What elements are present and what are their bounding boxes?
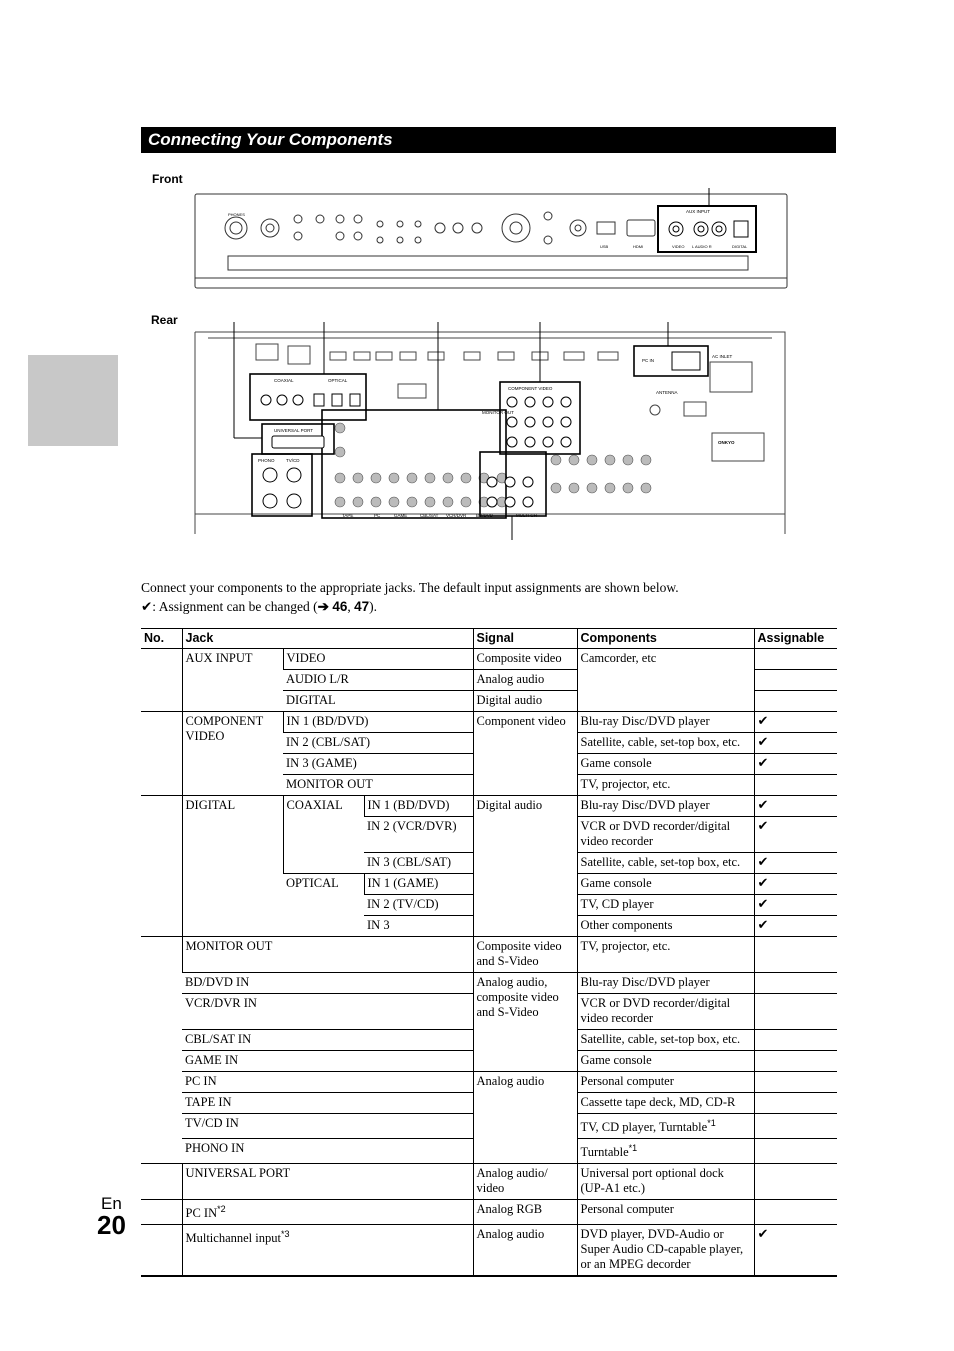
jack-cell: BD/DVD IN: [182, 973, 473, 994]
component-text: TV, CD player, Turntable: [580, 1120, 708, 1135]
signal-cell: Composite video: [473, 649, 577, 670]
assignable-cell: [754, 1072, 837, 1093]
table-row: [141, 796, 837, 817]
no-cell: [141, 1225, 182, 1277]
table-row: [141, 1200, 837, 1225]
intro-line-1: Connect your components to the appropriate jacks. The default input assignments are shown below.: [141, 580, 679, 595]
aux-digital-text: DIGITAL: [732, 244, 748, 249]
aux-video-text: VIDEO: [672, 244, 685, 249]
jack-cell: VCR/DVR IN: [182, 994, 473, 1030]
intro-text: [141, 578, 841, 616]
no-cell: [141, 937, 182, 1164]
check-icon: ✔: [754, 1225, 837, 1277]
signal-cell: Analog audio/ video: [473, 1164, 577, 1200]
check-icon: ✔: [754, 916, 837, 937]
component-cell: TV, projector, etc.: [577, 937, 754, 973]
front-label: Front: [152, 172, 183, 186]
component-cell: Blu-ray Disc/DVD player: [577, 973, 754, 994]
jack-cell: TAPE IN: [182, 1093, 473, 1114]
jack-cell: [182, 1225, 473, 1277]
component-cell: TV, projector, etc.: [577, 775, 754, 796]
header-assignable: Assignable: [754, 629, 837, 649]
input-cell: IN 1 (GAME): [364, 874, 473, 895]
footnote-ref: *1: [628, 1143, 638, 1154]
component-cell: Cassette tape deck, MD, CD-R: [577, 1093, 754, 1114]
multi-ch-text: MULTI CH: [516, 513, 537, 518]
jack-cell: TV/CD IN: [182, 1114, 473, 1139]
signal-cell: Composite video and S-Video: [473, 937, 577, 973]
input-group-tape: TAPE: [342, 513, 354, 518]
assignable-cell: [754, 775, 837, 796]
check-icon: ✔: [754, 853, 837, 874]
signal-cell: Analog RGB: [473, 1200, 577, 1225]
page-ref-2[interactable]: 47: [354, 599, 370, 614]
input-group-vcr-dvr: VCR/DVR: [446, 513, 467, 518]
component-cell: VCR or DVD recorder/digital video recorder: [577, 994, 754, 1030]
jack-cell: DIGITAL: [182, 796, 283, 937]
no-cell: [141, 1164, 182, 1200]
table-row: [141, 937, 837, 973]
input-group-bd-dvd: BD/DVD: [476, 513, 494, 518]
header-signal: Signal: [473, 629, 577, 649]
tv-cd-text: TV/CD: [286, 458, 300, 463]
jack-cell: PC IN: [182, 1072, 473, 1093]
header-components: Components: [577, 629, 754, 649]
table-row: [141, 649, 837, 670]
ac-inlet-text: AC INLET: [712, 354, 733, 359]
input-cell: IN 3: [364, 916, 473, 937]
hdmi-text: HDMI: [633, 244, 644, 249]
rear-panel-diagram: [190, 318, 790, 542]
check-icon: ✔: [754, 895, 837, 916]
assignable-cell: [754, 1093, 837, 1114]
input-group-game: GAME: [394, 513, 408, 518]
component-cell: Game console: [577, 874, 754, 895]
assignable-cell: [754, 670, 837, 691]
input-cell: IN 1 (BD/DVD): [364, 796, 473, 817]
component-cell: Blu-ray Disc/DVD player: [577, 796, 754, 817]
jack-cell: AUX INPUT: [182, 649, 283, 712]
component-video-text: COMPONENT VIDEO: [508, 386, 553, 391]
check-icon: ✔: [754, 754, 837, 775]
jack-cell: UNIVERSAL PORT: [182, 1164, 473, 1200]
signal-cell: Digital audio: [473, 691, 577, 712]
signal-cell: Analog audio: [473, 670, 577, 691]
component-cell: TV, CD player: [577, 895, 754, 916]
no-cell: [141, 796, 182, 937]
table-row: [141, 712, 837, 733]
component-text: Turntable: [580, 1145, 629, 1160]
input-cell: IN 2 (VCR/DVR): [364, 817, 473, 853]
assignable-cell: [754, 1200, 837, 1225]
component-cell: Personal computer: [577, 1072, 754, 1093]
brand-text: ONKYO: [718, 440, 735, 445]
front-panel-diagram: [190, 186, 790, 296]
phono-text: PHONO: [258, 458, 275, 463]
assignable-cell: [754, 937, 837, 973]
component-cell: Universal port optional dock (UP-A1 etc.): [577, 1164, 754, 1200]
aux-input-text: AUX INPUT: [686, 209, 711, 214]
component-cell: Satellite, cable, set-top box, etc.: [577, 853, 754, 874]
assignable-cell: [754, 994, 837, 1030]
page-language: En: [101, 1194, 122, 1213]
sub-jack-cell: IN 2 (CBL/SAT): [283, 733, 473, 754]
jack-text: PC IN: [185, 1206, 218, 1221]
table-row: [141, 1225, 837, 1277]
universal-port-text: UNIVERSAL PORT: [274, 428, 314, 433]
jack-assignment-table: [141, 628, 837, 1277]
coaxial-text: COAXIAL: [274, 378, 294, 383]
optical-text: OPTICAL: [328, 378, 348, 383]
section-title: Connecting Your Components: [141, 127, 836, 153]
arrow-icon: ➔: [317, 599, 329, 614]
table-row: [141, 973, 837, 994]
assignable-cell: [754, 649, 837, 670]
sub-jack-cell: VIDEO: [283, 649, 473, 670]
sub-jack-cell: MONITOR OUT: [283, 775, 473, 796]
jack-cell: [182, 1200, 473, 1225]
check-icon: ✔: [754, 733, 837, 754]
table-row: [141, 1072, 837, 1093]
component-cell: Personal computer: [577, 1200, 754, 1225]
usb-text: USB: [600, 244, 609, 249]
sub-jack-cell: IN 3 (GAME): [283, 754, 473, 775]
check-icon: ✔: [754, 712, 837, 733]
signal-cell: Analog audio, composite video and S-Video: [473, 973, 577, 1072]
intro-line-2-prefix: ✔: Assignment can be changed (: [141, 599, 318, 614]
component-cell: Other components: [577, 916, 754, 937]
check-icon: ✔: [754, 796, 837, 817]
table-row: [141, 1164, 837, 1200]
jack-cell: GAME IN: [182, 1051, 473, 1072]
assignable-cell: [754, 973, 837, 994]
rear-label: Rear: [151, 313, 178, 327]
sub-jack-cell: AUDIO L/R: [283, 670, 473, 691]
aux-audio-text: L AUDIO R: [692, 244, 712, 249]
sub-jack-cell: COAXIAL: [283, 796, 364, 874]
assignable-cell: [754, 691, 837, 712]
component-cell: VCR or DVD recorder/digital video recorder: [577, 817, 754, 853]
input-group-cbl-sat: CBL/SAT: [420, 513, 439, 518]
no-cell: [141, 1200, 182, 1225]
antenna-text: ANTENNA: [656, 390, 678, 395]
signal-cell: Analog audio: [473, 1072, 577, 1164]
component-cell: [577, 1114, 754, 1139]
check-icon: ✔: [754, 817, 837, 853]
section-tab: [28, 355, 118, 446]
page-ref-1[interactable]: 46: [332, 599, 348, 614]
page-number: 20: [97, 1210, 126, 1240]
component-cell: Satellite, cable, set-top box, etc.: [577, 733, 754, 754]
table-header-row: [141, 629, 837, 649]
jack-text: Multichannel input: [185, 1231, 281, 1246]
pc-in-text: PC IN: [642, 358, 655, 363]
check-icon: ✔: [754, 874, 837, 895]
header-jack: Jack: [182, 629, 473, 649]
assignable-cell: [754, 1030, 837, 1051]
component-cell: [577, 1139, 754, 1164]
sub-jack-cell: IN 1 (BD/DVD): [283, 712, 473, 733]
component-cell: Camcorder, etc: [577, 649, 754, 712]
jack-cell: COMPONENT VIDEO: [182, 712, 283, 796]
jack-cell: PHONO IN: [182, 1139, 473, 1164]
signal-cell: Analog audio: [473, 1225, 577, 1277]
intro-line-2: ✔: Assignment can be changed (➔ 46, 47).: [141, 599, 378, 614]
component-cell: Satellite, cable, set-top box, etc.: [577, 1030, 754, 1051]
assignable-cell: [754, 1164, 837, 1200]
component-cell: Blu-ray Disc/DVD player: [577, 712, 754, 733]
component-cell: Game console: [577, 1051, 754, 1072]
jack-cell: MONITOR OUT: [182, 937, 473, 973]
monitor-out-text: MONITOR OUT: [482, 410, 514, 415]
footnote-ref: *3: [280, 1229, 290, 1240]
no-cell: [141, 649, 182, 712]
signal-cell: Digital audio: [473, 796, 577, 937]
signal-cell: Component video: [473, 712, 577, 796]
assignable-cell: [754, 1114, 837, 1139]
jack-cell: CBL/SAT IN: [182, 1030, 473, 1051]
assignable-cell: [754, 1051, 837, 1072]
input-cell: IN 2 (TV/CD): [364, 895, 473, 916]
footnote-ref: *2: [217, 1204, 226, 1215]
component-cell: Game console: [577, 754, 754, 775]
header-no: No.: [141, 629, 182, 649]
sub-jack-cell: OPTICAL: [283, 874, 364, 937]
assignable-cell: [754, 1139, 837, 1164]
no-cell: [141, 712, 182, 796]
input-group-pc: PC: [374, 513, 381, 518]
sub-jack-cell: DIGITAL: [283, 691, 473, 712]
input-cell: IN 3 (CBL/SAT): [364, 853, 473, 874]
footnote-ref: *1: [707, 1118, 716, 1128]
component-cell: DVD player, DVD-Audio or Super Audio CD-capable player, or an MPEG decorder: [577, 1225, 754, 1277]
phones-text: PHONES: [228, 212, 245, 217]
